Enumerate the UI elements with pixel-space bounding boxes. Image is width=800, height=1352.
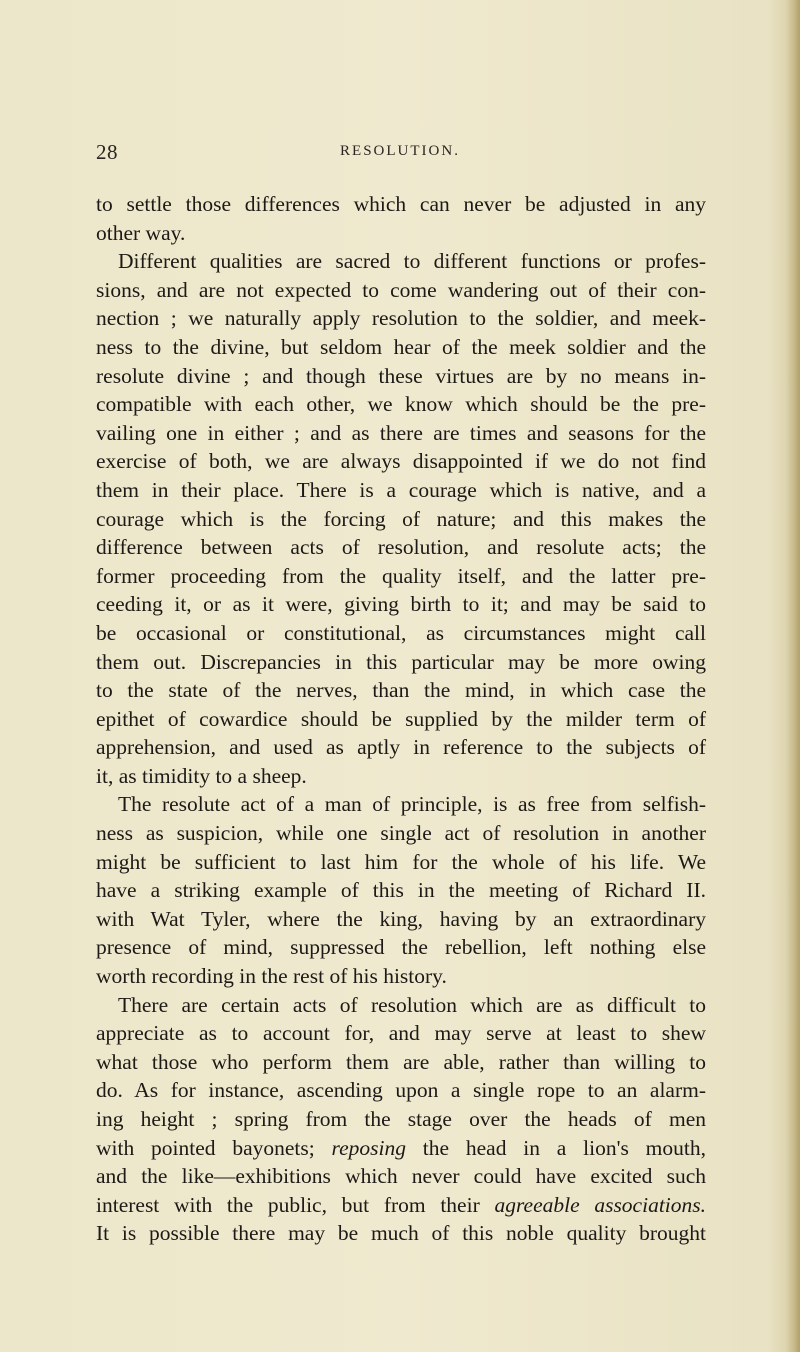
paragraph [96,247,706,790]
italic-run: reposing [331,1135,406,1160]
text-line: ceeding it, or as it were, giving birth to it; and may be said to [96,592,706,617]
page-edge-shadow [786,0,800,1352]
running-head: RESOLUTION. [340,143,460,159]
text-line: them out. Discrepancies in this particular may be more owing [96,649,706,674]
text-line: It is possible there may be much of this noble quality brought [96,1221,706,1246]
text-line: sions, and are not expected to come wandering out of their con- [96,277,706,302]
text-line: Different qualities are sacred to different functions or profes- [118,249,706,274]
italic-run: agreeable associations. [494,1192,707,1217]
page-number: 28 [96,140,118,164]
text-line: to the state of the nerves, than the mind, in which case the [96,678,706,703]
text-line: have a striking example of this in the meeting of Richard II. [96,878,706,903]
text-line: resolute divine ; and though these virtues are by no means in- [96,363,706,388]
text-line: and the like—exhibitions which never could have excited such [96,1164,706,1189]
paragraph [96,790,706,990]
text-line: what those who perform them are able, rather than willing to [96,1049,706,1074]
text-line: epithet of cowardice should be supplied by the milder term of [96,706,706,731]
text-line: ness as suspicion, while one single act of resolution in another [96,821,706,846]
text-line: former proceeding from the quality itself, and the latter pre- [96,563,706,588]
text-line: difference between acts of resolution, and resolute acts; the [96,535,706,560]
paragraph [96,991,706,1248]
text-line: There are certain acts of resolution which are as difficult to [118,992,706,1017]
text-line: exercise of both, we are always disappointed if we do not find [96,449,706,474]
text-line: it, as timidity to a sheep. [96,763,307,788]
text-line: with Wat Tyler, where the king, having by an extraordinary [96,906,706,931]
text-line: compatible with each other, we know which should be the pre- [96,392,706,417]
text-line-mixed [96,1191,706,1220]
text-line: worth recording in the rest of his history. [96,964,447,989]
text-line: ing height ; spring from the stage over the heads of men [96,1107,706,1131]
text-line: courage which is the forcing of nature; and this makes the [96,506,706,531]
text-line: might be sufficient to last him for the whole of his life. We [96,849,706,874]
text-line: apprehension, and used as aptly in reference to the subjects of [96,735,706,760]
paragraph [96,190,706,247]
text-line: be occasional or constitutional, as circumstances might call [96,620,706,645]
page-header [0,140,800,170]
text-line: The resolute act of a man of principle, is as free from selfish- [118,792,706,817]
text-line-mixed [96,1134,706,1163]
text-line: nection ; we naturally apply resolution to the soldier, and meek- [96,306,706,331]
text-line: presence of mind, suppressed the rebellion, left nothing else [96,935,706,960]
text-line: appreciate as to account for, and may serve at least to shew [96,1021,706,1046]
text-line: to settle those differences which can never be adjusted in any [96,192,706,216]
text-line: vailing one in either ; and as there are times and seasons for the [96,420,706,445]
text-run: with pointed bayonets; [96,1135,315,1160]
body-text [96,190,706,1248]
text-line: do. As for instance, ascending upon a single rope to an alarm- [96,1078,706,1103]
text-line: other way. [96,220,186,245]
text-line: ness to the divine, but seldom hear of the meek soldier and the [96,334,706,359]
text-run: the head in a lion's mouth, [406,1135,706,1160]
text-run: interest with the public, but from their [96,1192,480,1217]
text-line: them in their place. There is a courage which is native, and a [96,477,706,502]
